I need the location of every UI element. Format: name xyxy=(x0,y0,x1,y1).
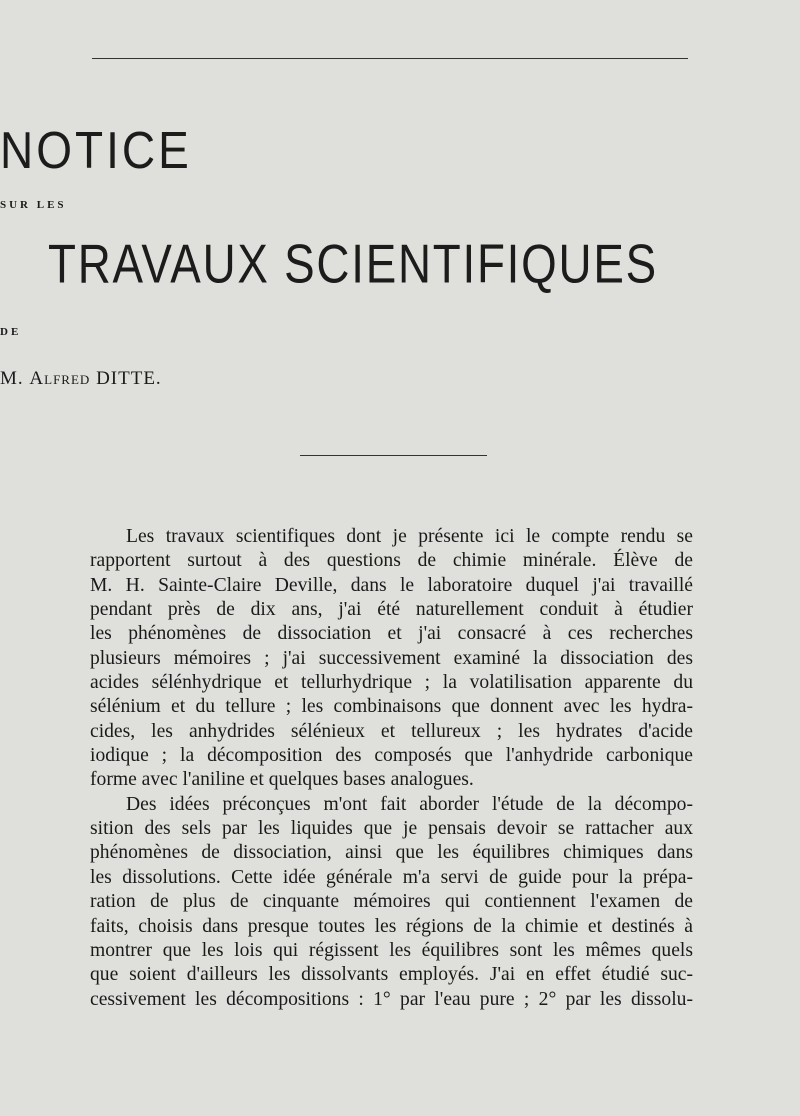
text-line: Des idées préconçues m'ont fait aborder l'étude de la décompo- xyxy=(126,793,693,815)
sur-les-subheading: SUR LES xyxy=(0,199,67,211)
text-line: cessivement les décompositions : 1° par l'eau pure ; 2° par les dissolu- xyxy=(90,988,693,1010)
text-line: phénomènes de dissociation, ainsi que les équilibres chimiques dans xyxy=(90,842,693,864)
author-prefix: M. xyxy=(0,368,24,389)
text-line: les phénomènes de dissociation et j'ai consacré à ces recherches xyxy=(90,623,693,645)
author-last-name: DITTE. xyxy=(96,368,162,389)
top-rule xyxy=(92,58,688,59)
text-line: les dissolutions. Cette idée générale m'a servi de guide pour la prépa- xyxy=(90,866,693,888)
text-line: faits, choisis dans presque toutes les régions de la chimie et destinés à xyxy=(90,915,693,937)
text-line: pendant près de dix ans, j'ai été naturellement conduit à étudier xyxy=(90,599,693,621)
author-first-name: Alfred xyxy=(29,368,91,389)
paragraph-2 xyxy=(90,793,693,1012)
body-text xyxy=(90,525,693,1012)
text-line: iodique ; la décomposition des composés que l'anhydride carbonique xyxy=(90,745,693,767)
text-line: M. H. Sainte-Claire Deville, dans le laboratoire duquel j'ai travaillé xyxy=(90,574,693,596)
notice-heading: NOTICE xyxy=(0,121,192,180)
text-line: cides, les anhydrides sélénieux et tellureux ; les hydrates d'acide xyxy=(90,720,693,742)
text-line: sélénium et du tellure ; les combinaisons que donnent avec les hydra- xyxy=(90,696,693,718)
text-line: acides sélénhydrique et tellurhydrique ; la volatilisation apparente du xyxy=(90,672,693,694)
text-line: ration de plus de cinquante mémoires qui contiennent l'examen de xyxy=(90,891,693,913)
de-subheading: DE xyxy=(0,326,22,338)
text-line: que soient d'ailleurs les dissolvants employés. J'ai en effet étudié suc- xyxy=(90,964,693,986)
text-line: sition des sels par les liquides que je pensais devoir se rattacher aux xyxy=(90,818,693,840)
middle-rule xyxy=(300,455,487,456)
author-line xyxy=(0,368,800,390)
text-line: plusieurs mémoires ; j'ai successivement examiné la dissociation des xyxy=(90,647,693,669)
text-line: forme avec l'aniline et quelques bases analogues. xyxy=(90,769,474,791)
text-line: rapportent surtout à des questions de chimie minérale. Élève de xyxy=(90,550,693,572)
paragraph-1 xyxy=(90,525,693,793)
text-line: montrer que les lois qui régissent les équilibres sont les mêmes quels xyxy=(90,939,693,961)
text-line: Les travaux scientifiques dont je présente ici le compte rendu se xyxy=(126,526,693,547)
main-title: TRAVAUX SCIENTIFIQUES xyxy=(48,234,658,295)
